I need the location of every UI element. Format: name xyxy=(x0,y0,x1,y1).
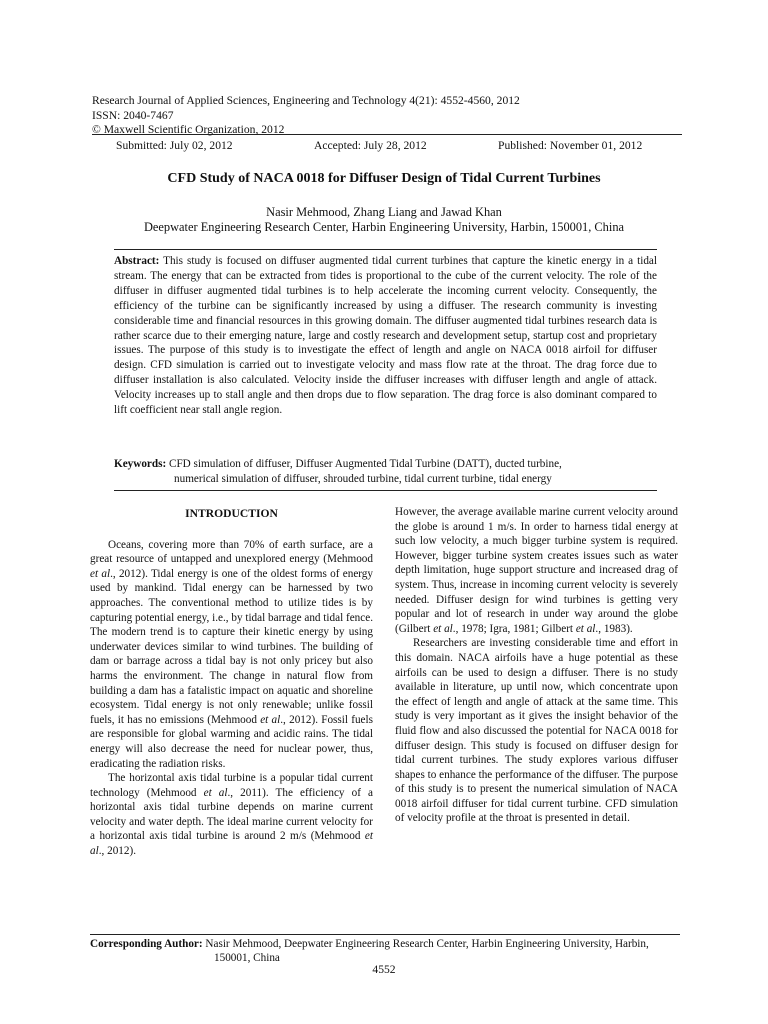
corresponding-label: Corresponding Author: xyxy=(90,938,203,950)
intro-paragraph-2: The horizontal axis tidal turbine is a popular tidal current technology (Mehmood et al., 2011). The efficiency of a horizontal axis tidal turbine depends on marine current velocity and water depth. The ideal marine current velocity for a horizontal axis tidal turbine is around 2 m/s (Mehmood et al., 2012). xyxy=(90,772,373,858)
abstract-text: This study is focused on diffuser augmented tidal current turbines that capture the kinetic energy in a tidal stream. The energy that can be extracted from tides is proportional to the cube of the current velocity. The role of the diffuser in diffuser augmented tidal turbines is to help accelerate the incoming current velocity. Consequently, the efficiency of the turbine can be significantly increased by using a diffuser. The research community is investing considerable time and financial resources in this growing domain. The diffuser augmented tidal turbines research data is rather scarce due to their emerging nature, large and costly research and development setup, startup cost and proprietary issues. The purpose of this study is to investigate the effect of length and angle on NACA 0018 airfoil for diffuser design. CFD simulation is carried out to investigate velocity and mass flow rate at the throat. The drag force due to diffuser installation is also calculated. Velocity inside the diffuser increases with diffuser length and angle of attack. Velocity increases up to stall angle and then drops due to flow separation. The drag force is also dominant compared to lift coefficient near stall angle region. xyxy=(114,255,657,417)
journal-citation: Research Journal of Applied Sciences, Engineering and Technology 4(21): 4552-4560, 2012 xyxy=(92,94,520,107)
intro-paragraph-4: Researchers are investing considerable time and effort in this domain. NACA airfoils have a huge potential as these airfoils can be used to design a diffuser. There is no study available in literature, up until now, which concentrate upon the effect of length and angle of attack at the same time. This study is very important as it gives the insight behavior of the fluid flow and also discussed the potential for NACA 0018 for diffuser design. This study is focused on diffuser design for tidal current turbines. The study explores various diffuser shapes to enhance the performance of the diffuser. The purpose of this study is to present the numerical simulation of NACA 0018 airfoil diffuser for tidal current turbine. CFD simulation of velocity profile at the throat is presented in detail. xyxy=(395,637,678,825)
affiliation: Deepwater Engineering Research Center, Harbin Engineering University, Harbin, 150001, China xyxy=(143,220,625,234)
page-number: 4552 xyxy=(372,963,396,976)
intro-paragraph-1: Oceans, covering more than 70% of earth surface, are a great resource of untapped and unexplored energy (Mehmood et al., 2012). Tidal energy is one of the oldest forms of energy used by mankind. Tidal energy can be harnessed by two approaches. The conventional method to utilize tides is by capturing potential energy, i.e., by tidal barrage and tidal fence. The modern trend is to capture their kinetic energy by using underwater devices similar to wind turbines. The building of dam or barrage across a tidal bay is not only pricey but also harms the environment. The change in natural flow from building a dam has a fatalistic impact on aquatic and shoreline ecosystem. Tidal energy is not only renewable; unlike fossil fuels, it has no emissions (Mehmood et al., 2012). Fossil fuels are responsible for global warming and acidic rains. The tidal energy will also decrease the need for nuclear power, thus, eradicating the radiation risks. xyxy=(90,538,373,770)
left-column xyxy=(90,507,373,859)
copyright: © Maxwell Scientific Organization, 2012 xyxy=(92,123,285,136)
keywords xyxy=(114,457,657,491)
keywords-line1: CFD simulation of diffuser, Diffuser Augmented Tidal Turbine (DATT), ducted turbine, xyxy=(166,458,562,470)
section-heading-introduction: INTRODUCTION xyxy=(185,507,278,520)
intro-paragraph-3: However, the average available marine current velocity around the globe is around 1 m/s. In order to harness tidal energy at such low velocity, a much bigger turbine system is required. However, bigger turbine system creates issues such as water depth limitation, huge support structure and increased drag of system. Thus, increase in incoming current velocity is severely needed. Diffuser design for wind turbines is getting very popular and lot of research in under way around the globe (Gilbert et al., 1978; Igra, 1981; Gilbert et al., 1983). xyxy=(395,506,678,635)
dates-row xyxy=(92,134,682,152)
keywords-label: Keywords: xyxy=(114,458,167,470)
keywords-line2: numerical simulation of diffuser, shrouded turbine, tidal current turbine, tidal energy xyxy=(174,472,552,485)
submitted-date: Submitted: July 02, 2012 xyxy=(116,139,233,152)
accepted-date: Accepted: July 28, 2012 xyxy=(314,139,427,152)
abstract-label: Abstract: xyxy=(114,255,160,267)
published-date: Published: November 01, 2012 xyxy=(498,139,643,152)
corresponding-line1: Nasir Mehmood, Deepwater Engineering Research Center, Harbin Engineering University, Harbin, xyxy=(202,938,649,950)
issn: ISSN: 2040-7467 xyxy=(92,108,174,122)
paper-title: CFD Study of NACA 0018 for Diffuser Design of Tidal Current Turbines xyxy=(167,171,601,186)
corresponding-line2: 150001, China xyxy=(214,952,280,964)
authors-block xyxy=(0,205,768,235)
abstract xyxy=(114,249,657,418)
corresponding-author xyxy=(90,934,680,965)
author-names: Nasir Mehmood, Zhang Liang and Jawad Khan xyxy=(266,205,502,219)
right-column xyxy=(395,505,678,826)
journal-header xyxy=(92,94,520,138)
